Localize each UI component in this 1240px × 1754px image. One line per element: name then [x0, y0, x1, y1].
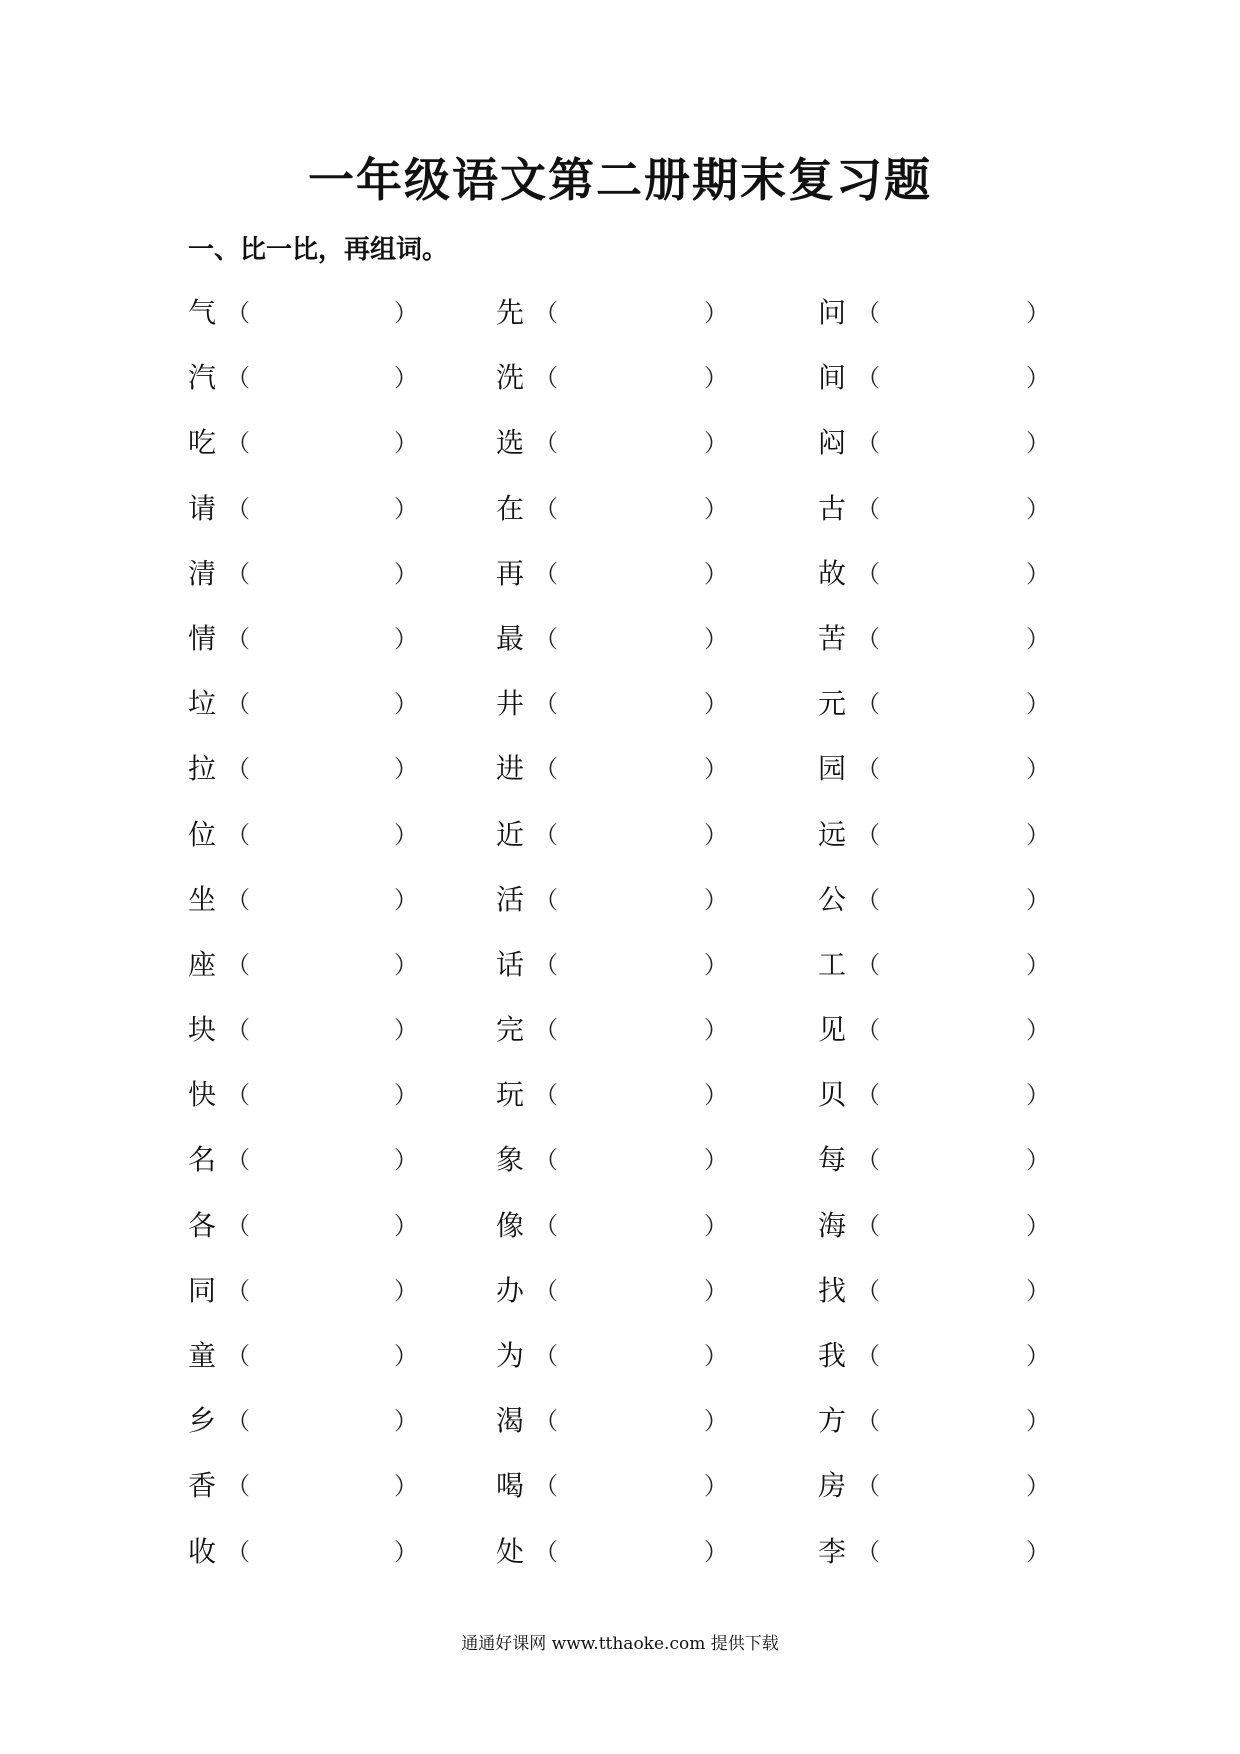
word-row — [0, 609, 1240, 674]
left-paren: （ — [226, 1081, 250, 1110]
left-paren: （ — [534, 624, 558, 653]
target-character: 座 — [188, 947, 217, 981]
target-character: 问 — [818, 296, 847, 329]
right-paren: ） — [704, 1211, 728, 1240]
word-row — [0, 935, 1240, 1000]
left-paren: （ — [226, 1537, 250, 1566]
word-row — [0, 479, 1240, 544]
left-paren: （ — [226, 299, 250, 327]
left-paren: （ — [856, 755, 880, 784]
right-paren: ） — [394, 299, 418, 327]
target-character: 各 — [188, 1208, 217, 1242]
right-paren: ） — [1026, 1211, 1050, 1240]
target-character: 古 — [818, 491, 847, 525]
left-paren: （ — [226, 1146, 250, 1175]
section-heading: 一、比一比，再组词。 — [188, 235, 449, 265]
target-character: 香 — [188, 1469, 217, 1503]
left-paren: （ — [856, 559, 880, 588]
right-paren: ） — [704, 299, 728, 327]
target-character: 名 — [188, 1143, 217, 1177]
right-paren: ） — [394, 1211, 418, 1240]
right-paren: ） — [1026, 1146, 1050, 1175]
target-character: 苦 — [818, 621, 847, 655]
target-character: 块 — [188, 1013, 217, 1047]
right-paren: ） — [1026, 624, 1050, 653]
left-paren: （ — [534, 1081, 558, 1110]
right-paren: ） — [704, 1276, 728, 1305]
right-paren: ） — [704, 1537, 728, 1566]
right-paren: ） — [1026, 950, 1050, 979]
target-character: 进 — [496, 752, 525, 786]
target-character: 情 — [188, 621, 217, 655]
target-character: 完 — [496, 1013, 525, 1047]
right-paren: ） — [394, 690, 418, 719]
right-paren: ） — [704, 1407, 728, 1436]
left-paren: （ — [856, 690, 880, 719]
target-character: 汽 — [188, 361, 217, 395]
word-row — [0, 1391, 1240, 1456]
left-paren: （ — [534, 820, 558, 849]
right-paren: ） — [1026, 690, 1050, 719]
word-row — [0, 1261, 1240, 1326]
right-paren: ） — [704, 755, 728, 784]
left-paren: （ — [856, 1342, 880, 1370]
right-paren: ） — [394, 1146, 418, 1175]
right-paren: ） — [394, 559, 418, 588]
target-character: 活 — [496, 882, 525, 916]
right-paren: ） — [394, 950, 418, 979]
left-paren: （ — [534, 755, 558, 784]
left-paren: （ — [534, 1472, 558, 1501]
target-character: 每 — [818, 1143, 847, 1177]
word-row — [0, 1456, 1240, 1521]
target-character: 喝 — [496, 1469, 525, 1503]
right-paren: ） — [394, 885, 418, 914]
right-paren: ） — [704, 1342, 728, 1370]
left-paren: （ — [226, 885, 250, 914]
target-character: 见 — [818, 1013, 847, 1047]
word-row — [0, 348, 1240, 413]
target-character: 元 — [818, 687, 847, 721]
word-row — [0, 674, 1240, 739]
right-paren: ） — [704, 950, 728, 979]
left-paren: （ — [226, 429, 250, 458]
right-paren: ） — [704, 429, 728, 458]
left-paren: （ — [534, 429, 558, 458]
right-paren: ） — [1026, 559, 1050, 588]
word-row — [0, 283, 1240, 348]
right-paren: ） — [704, 690, 728, 719]
left-paren: （ — [534, 1342, 558, 1370]
right-paren: ） — [704, 559, 728, 588]
target-character: 垃 — [188, 687, 217, 721]
left-paren: （ — [226, 1407, 250, 1436]
right-paren: ） — [1026, 1016, 1050, 1045]
left-paren: （ — [226, 755, 250, 784]
left-paren: （ — [856, 820, 880, 849]
left-paren: （ — [856, 1211, 880, 1240]
target-character: 房 — [818, 1469, 847, 1503]
right-paren: ） — [1026, 299, 1050, 327]
target-character: 找 — [818, 1273, 847, 1307]
target-character: 闷 — [818, 426, 847, 460]
target-character: 乡 — [188, 1404, 217, 1438]
word-row — [0, 805, 1240, 870]
target-character: 远 — [818, 817, 847, 851]
left-paren: （ — [534, 299, 558, 327]
word-row — [0, 1196, 1240, 1261]
left-paren: （ — [856, 364, 880, 393]
left-paren: （ — [534, 1016, 558, 1045]
word-row — [0, 1130, 1240, 1195]
target-character: 近 — [496, 817, 525, 851]
left-paren: （ — [226, 950, 250, 979]
target-character: 快 — [188, 1078, 217, 1112]
target-character: 方 — [818, 1404, 847, 1438]
right-paren: ） — [1026, 1276, 1050, 1305]
right-paren: ） — [394, 1472, 418, 1501]
right-paren: ） — [1026, 1472, 1050, 1501]
left-paren: （ — [856, 1146, 880, 1175]
left-paren: （ — [856, 1537, 880, 1566]
left-paren: （ — [226, 820, 250, 849]
right-paren: ） — [394, 364, 418, 393]
left-paren: （ — [534, 885, 558, 914]
target-character: 处 — [496, 1534, 525, 1568]
target-character: 井 — [496, 687, 525, 721]
word-row — [0, 544, 1240, 609]
left-paren: （ — [226, 1016, 250, 1045]
word-row — [0, 870, 1240, 935]
left-paren: （ — [534, 950, 558, 979]
right-paren: ） — [394, 1342, 418, 1370]
target-character: 位 — [188, 817, 217, 851]
right-paren: ） — [1026, 755, 1050, 784]
word-row — [0, 1522, 1240, 1587]
word-row — [0, 1326, 1240, 1391]
right-paren: ） — [394, 624, 418, 653]
left-paren: （ — [856, 624, 880, 653]
target-character: 贝 — [818, 1078, 847, 1112]
page-title: 一年级语文第二册期末复习题 — [308, 153, 932, 207]
left-paren: （ — [856, 1407, 880, 1436]
right-paren: ） — [394, 1407, 418, 1436]
right-paren: ） — [1026, 1537, 1050, 1566]
target-character: 为 — [496, 1339, 525, 1372]
right-paren: ） — [1026, 1081, 1050, 1110]
word-row — [0, 413, 1240, 478]
left-paren: （ — [534, 1276, 558, 1305]
target-character: 坐 — [188, 882, 217, 916]
left-paren: （ — [226, 559, 250, 588]
left-paren: （ — [226, 1211, 250, 1240]
left-paren: （ — [534, 690, 558, 719]
target-character: 公 — [818, 882, 847, 916]
right-paren: ） — [704, 1016, 728, 1045]
left-paren: （ — [534, 1146, 558, 1175]
left-paren: （ — [226, 364, 250, 393]
target-character: 玩 — [496, 1078, 525, 1112]
target-character: 洗 — [496, 361, 525, 395]
target-character: 再 — [496, 556, 525, 590]
right-paren: ） — [394, 494, 418, 523]
target-character: 同 — [188, 1273, 217, 1307]
left-paren: （ — [534, 1407, 558, 1436]
right-paren: ） — [704, 1472, 728, 1501]
target-character: 像 — [496, 1208, 525, 1242]
right-paren: ） — [1026, 885, 1050, 914]
word-row — [0, 739, 1240, 804]
target-character: 在 — [496, 491, 525, 525]
right-paren: ） — [704, 1146, 728, 1175]
right-paren: ） — [394, 820, 418, 849]
left-paren: （ — [534, 1211, 558, 1240]
left-paren: （ — [226, 624, 250, 653]
right-paren: ） — [394, 429, 418, 458]
right-paren: ） — [394, 1537, 418, 1566]
right-paren: ） — [1026, 1342, 1050, 1370]
left-paren: （ — [226, 494, 250, 523]
left-paren: （ — [856, 950, 880, 979]
target-character: 我 — [818, 1339, 847, 1372]
target-character: 办 — [496, 1273, 525, 1307]
word-row — [0, 1065, 1240, 1130]
right-paren: ） — [704, 494, 728, 523]
right-paren: ） — [394, 1016, 418, 1045]
target-character: 先 — [496, 296, 525, 329]
right-paren: ） — [1026, 820, 1050, 849]
target-character: 李 — [818, 1534, 847, 1568]
left-paren: （ — [856, 1016, 880, 1045]
target-character: 童 — [188, 1339, 217, 1372]
left-paren: （ — [226, 1472, 250, 1501]
target-character: 吃 — [188, 426, 217, 460]
footer-credit: 通通好课网 www.tthaoke.com 提供下载 — [461, 1634, 779, 1654]
left-paren: （ — [856, 1081, 880, 1110]
right-paren: ） — [1026, 494, 1050, 523]
right-paren: ） — [394, 1081, 418, 1110]
right-paren: ） — [1026, 364, 1050, 393]
target-character: 工 — [818, 947, 847, 981]
left-paren: （ — [856, 1276, 880, 1305]
left-paren: （ — [856, 494, 880, 523]
left-paren: （ — [856, 429, 880, 458]
left-paren: （ — [226, 1342, 250, 1370]
target-character: 清 — [188, 556, 217, 590]
left-paren: （ — [226, 690, 250, 719]
target-character: 间 — [818, 361, 847, 395]
target-character: 收 — [188, 1534, 217, 1568]
right-paren: ） — [704, 820, 728, 849]
right-paren: ） — [394, 755, 418, 784]
left-paren: （ — [856, 1472, 880, 1501]
left-paren: （ — [226, 1276, 250, 1305]
left-paren: （ — [534, 1537, 558, 1566]
target-character: 气 — [188, 296, 217, 329]
target-character: 海 — [818, 1208, 847, 1242]
target-character: 最 — [496, 621, 525, 655]
target-character: 故 — [818, 556, 847, 590]
target-character: 象 — [496, 1143, 525, 1177]
right-paren: ） — [1026, 429, 1050, 458]
left-paren: （ — [856, 885, 880, 914]
target-character: 渴 — [496, 1404, 525, 1438]
right-paren: ） — [704, 885, 728, 914]
left-paren: （ — [856, 299, 880, 327]
word-grid — [0, 283, 1240, 1587]
left-paren: （ — [534, 559, 558, 588]
left-paren: （ — [534, 494, 558, 523]
right-paren: ） — [704, 624, 728, 653]
target-character: 拉 — [188, 752, 217, 786]
target-character: 选 — [496, 426, 525, 460]
target-character: 话 — [496, 947, 525, 981]
word-row — [0, 1000, 1240, 1065]
right-paren: ） — [704, 364, 728, 393]
target-character: 请 — [188, 491, 217, 525]
right-paren: ） — [704, 1081, 728, 1110]
right-paren: ） — [394, 1276, 418, 1305]
right-paren: ） — [1026, 1407, 1050, 1436]
target-character: 园 — [818, 752, 847, 786]
left-paren: （ — [534, 364, 558, 393]
